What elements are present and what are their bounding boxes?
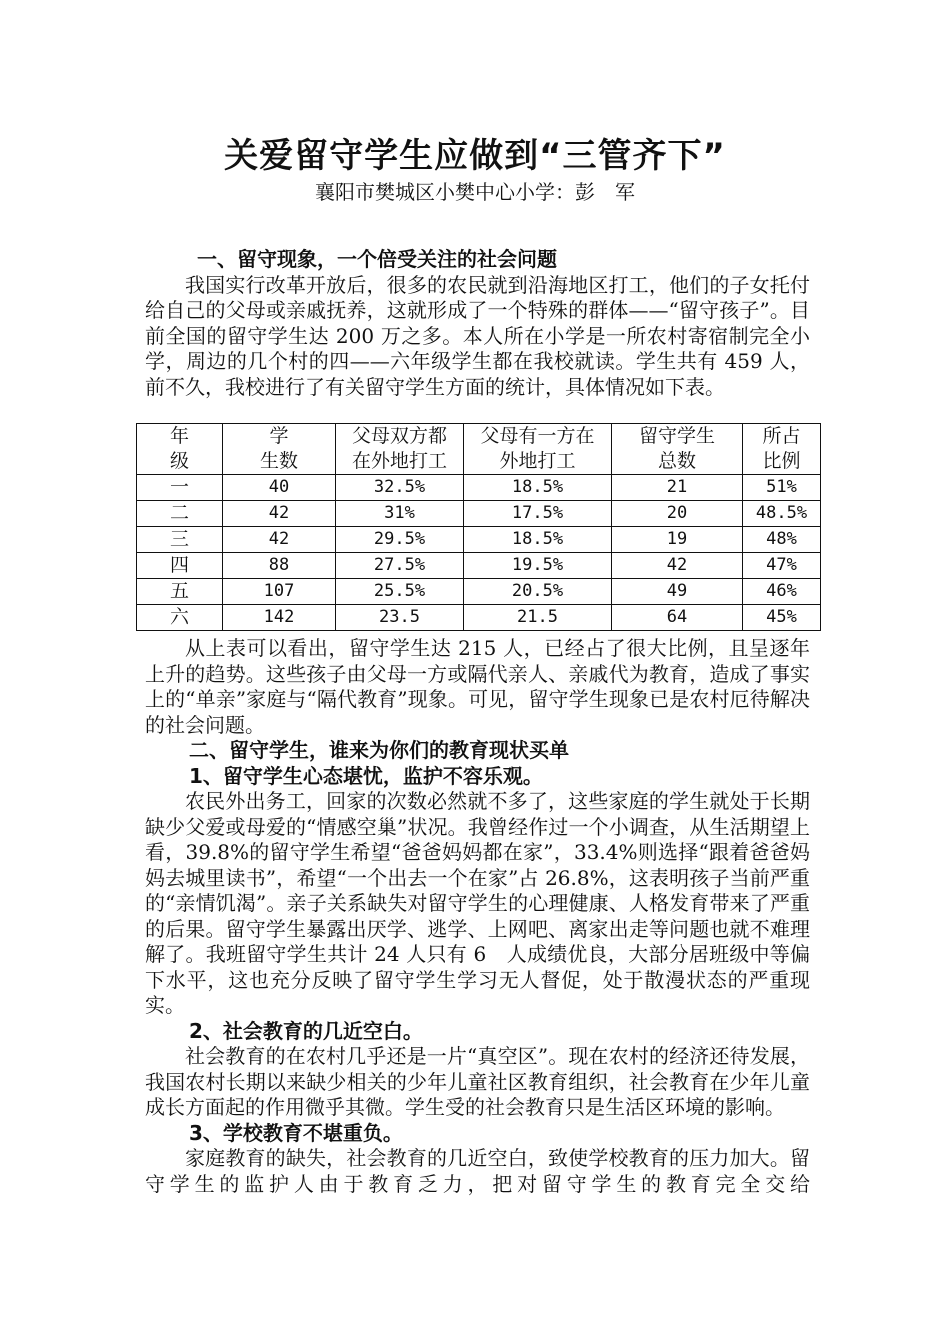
students-cell: 88 <box>223 553 336 579</box>
one-parent-cell: 18.5% <box>464 475 612 501</box>
students-cell: 142 <box>223 605 336 631</box>
both-parents-cell: 32.5% <box>336 475 464 501</box>
total-cell: 42 <box>612 553 743 579</box>
ratio-cell: 51% <box>743 475 821 501</box>
table-row <box>137 553 821 579</box>
table-row <box>137 579 821 605</box>
header-ratio: 所占 比例 <box>743 424 821 475</box>
grade-cell: 三 <box>137 527 223 553</box>
one-parent-cell: 19.5% <box>464 553 612 579</box>
subsection1-heading: 1、留守学生心态堪忧，监护不容乐观。 <box>189 763 543 788</box>
author-line: 襄阳市樊城区小樊中心小学：彭 军 <box>315 180 635 204</box>
section2 <box>145 636 810 1197</box>
subsection2-paragraph: 社会教育的在农村几乎还是一片“真空区”。现在农村的经济还待发展，我国农村长期以来缺少相关的少年儿童社区教育组织，社会教育在少年儿童成长方面起的作用微乎其微。学生受的社会教育只是生活区环境的影响。 <box>145 1044 810 1119</box>
table-summary-paragraph: 从上表可以看出，留守学生达 215 人，已经占了很大比例，且呈逐年上升的趋势。这些孩子由父母一方或隔代亲人、亲戚代为教育，造成了事实上的“单亲”家庭与“隔代教育”现象。可见，留守学生现象已是农村厄待解决的社会问题。 <box>145 636 810 737</box>
header-both-parents: 父母双方都 在外地打工 <box>336 424 464 475</box>
subsection1-paragraph: 农民外出务工，回家的次数必然就不多了，这些家庭的学生就处于长期缺少父爱或母爱的“情感空巢”状况。我曾经作过一个小调查，从生活期望上看，39.8%的留守学生希望“爸爸妈妈都在家”，33.4%则选择“跟着爸爸妈妈去城里读书”，希望“一个出去一个在家”占 26.8%，这表明孩子当前严重的“亲情饥渴”。亲子关系缺失对留守学生的心理健康、人格发育带来了严重的后果。留守学生暴露出厌学、逃学、上网吧、离家出走等问题也就不难理解了。我班留守学生共计 24 人只有 6 人成绩优良，大部分居班级中等偏下水平，这也充分反映了留守学生学习无人督促，处于散漫状态的严重现实。 <box>145 789 810 1017</box>
grade-cell: 二 <box>137 501 223 527</box>
section2-heading: 二、留守学生，谁来为你们的教育现状买单 <box>189 738 569 762</box>
table-row <box>137 501 821 527</box>
one-parent-cell: 17.5% <box>464 501 612 527</box>
table-header-row <box>137 424 821 475</box>
header-grade: 年 级 <box>137 424 223 475</box>
ratio-cell: 46% <box>743 579 821 605</box>
subsection2-heading: 2、社会教育的几近空白。 <box>189 1018 423 1043</box>
students-cell: 40 <box>223 475 336 501</box>
table-row <box>137 605 821 631</box>
ratio-cell: 48.5% <box>743 501 821 527</box>
one-parent-cell: 20.5% <box>464 579 612 605</box>
statistics-table <box>136 423 821 631</box>
ratio-cell: 45% <box>743 605 821 631</box>
both-parents-cell: 31% <box>336 501 464 527</box>
header-students: 学 生数 <box>223 424 336 475</box>
grade-cell: 一 <box>137 475 223 501</box>
document-title: 关爱留守学生应做到“三管齐下” <box>224 136 726 176</box>
section1-paragraph: 我国实行改革开放后，很多的农民就到沿海地区打工，他们的子女托付给自己的父母或亲戚抚养，这就形成了一个特殊的群体——“留守孩子”。目前全国的留守学生达 200 万之多。本人所在小学是一所农村寄宿制完全小学，周边的几个村的四——六年级学生都在我校就读。学生共有 459 人，前不久，我校进行了有关留守学生方面的统计，具体情况如下表。 <box>145 272 810 399</box>
both-parents-cell: 25.5% <box>336 579 464 605</box>
grade-cell: 四 <box>137 553 223 579</box>
header-one-parent: 父母有一方在 外地打工 <box>464 424 612 475</box>
table-row <box>137 475 821 501</box>
total-cell: 49 <box>612 579 743 605</box>
section1-heading: 一、留守现象，一个倍受关注的社会问题 <box>197 247 557 271</box>
students-cell: 42 <box>223 527 336 553</box>
ratio-cell: 48% <box>743 527 821 553</box>
one-parent-cell: 21.5 <box>464 605 612 631</box>
students-cell: 42 <box>223 501 336 527</box>
subsection3-paragraph: 家庭教育的缺失，社会教育的几近空白，致使学校教育的压力加大。留守学生的监护人由于教育乏力，把对留守学生的教育完全交给 <box>145 1146 810 1196</box>
total-cell: 21 <box>612 475 743 501</box>
both-parents-cell: 27.5% <box>336 553 464 579</box>
both-parents-cell: 23.5 <box>336 605 464 631</box>
ratio-cell: 47% <box>743 553 821 579</box>
students-cell: 107 <box>223 579 336 605</box>
one-parent-cell: 18.5% <box>464 527 612 553</box>
both-parents-cell: 29.5% <box>336 527 464 553</box>
total-cell: 64 <box>612 605 743 631</box>
total-cell: 20 <box>612 501 743 527</box>
table-row <box>137 527 821 553</box>
subsection3-heading: 3、学校教育不堪重负。 <box>189 1120 403 1145</box>
total-cell: 19 <box>612 527 743 553</box>
grade-cell: 六 <box>137 605 223 631</box>
grade-cell: 五 <box>137 579 223 605</box>
section1 <box>145 247 810 400</box>
header-left-behind-total: 留守学生 总数 <box>612 424 743 475</box>
